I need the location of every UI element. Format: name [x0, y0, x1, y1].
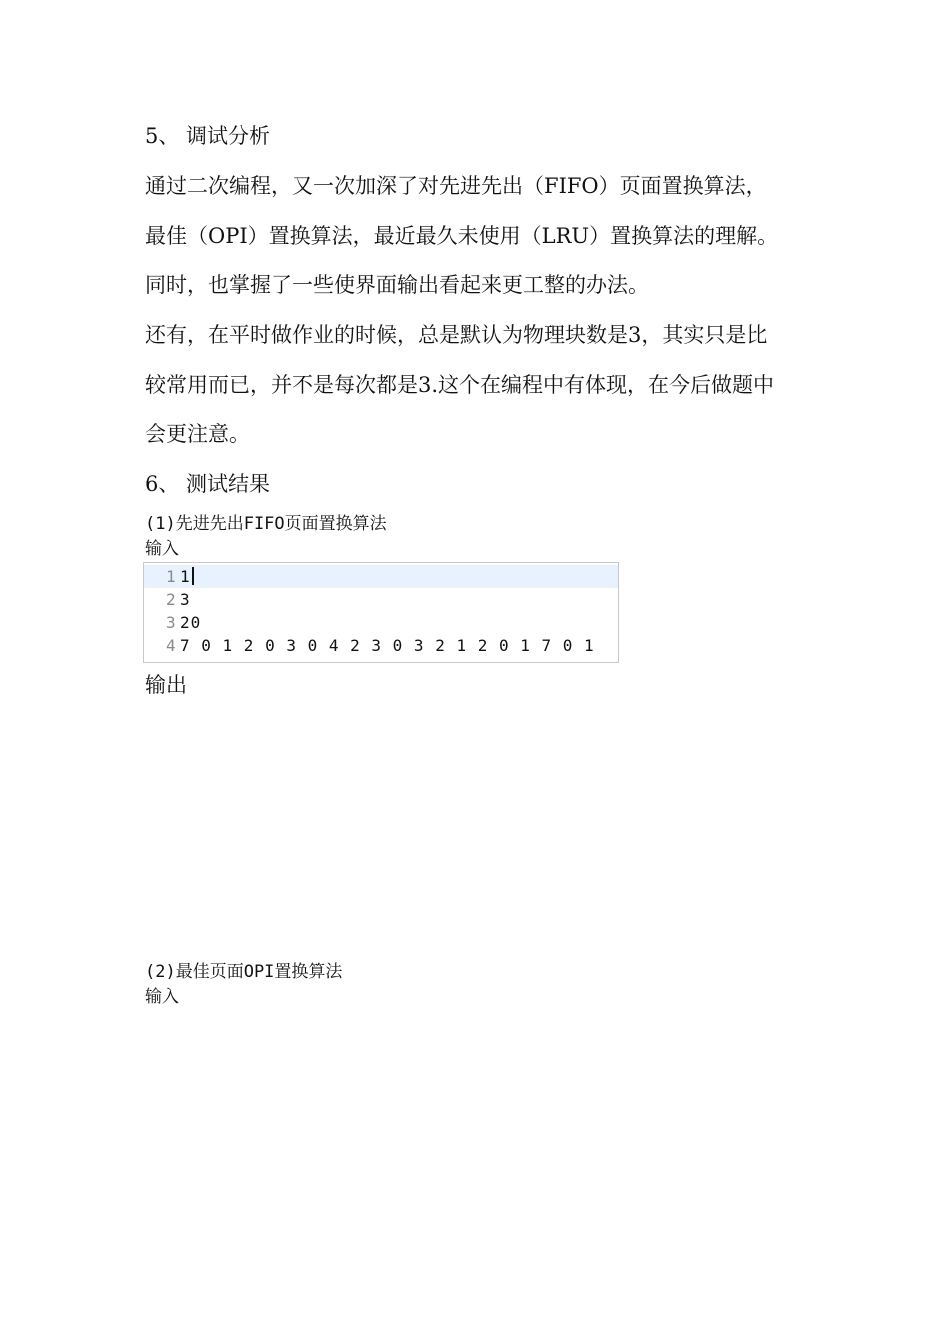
- line-number: 3: [166, 613, 176, 632]
- paragraph-line-4: 还有，在平时做作业的时候，总是默认为物理块数是3，其实只是比: [145, 323, 768, 347]
- editor-line-4: [144, 634, 618, 657]
- paragraph-line-1: 通过二次编程，又一次加深了对先进先出（FIFO）页面置换算法，: [145, 174, 767, 198]
- line-number: 4: [166, 636, 176, 655]
- line-text: 20: [180, 613, 202, 632]
- fifo-input-label: 输入: [145, 539, 179, 559]
- line-text: 3: [180, 590, 191, 609]
- line-text: 7 0 1 2 0 3 0 4 2 3 0 3 2 1 2 0 1 7 0 1: [180, 636, 595, 655]
- opi-input-label: 输入: [145, 987, 179, 1007]
- line-text: 1: [180, 565, 194, 588]
- section-5-heading: 5、 调试分析: [145, 124, 271, 148]
- editor-line-3: [144, 611, 618, 634]
- opi-title: (2)最佳页面OPI置换算法: [145, 962, 343, 982]
- paragraph-line-2: 最佳（OPI）置换算法，最近最久未使用（LRU）置换算法的理解。: [145, 224, 779, 248]
- paragraph-line-6: 会更注意。: [145, 422, 250, 446]
- line-number: 1: [166, 567, 176, 586]
- paragraph-line-3: 同时，也掌握了一些使界面输出看起来更工整的办法。: [145, 273, 649, 297]
- fifo-title: (1)先进先出FIFO页面置换算法: [145, 514, 387, 534]
- section-6-heading: 6、 测试结果: [145, 472, 271, 496]
- input-editor-screenshot: [143, 562, 619, 663]
- text-caret: [192, 567, 194, 585]
- editor-line-1: [144, 565, 618, 588]
- fifo-output-label: 输出: [145, 673, 187, 697]
- paragraph-line-5: 较常用而已，并不是每次都是3.这个在编程中有体现，在今后做题中: [145, 373, 775, 397]
- line-number: 2: [166, 590, 176, 609]
- editor-line-2: [144, 588, 618, 611]
